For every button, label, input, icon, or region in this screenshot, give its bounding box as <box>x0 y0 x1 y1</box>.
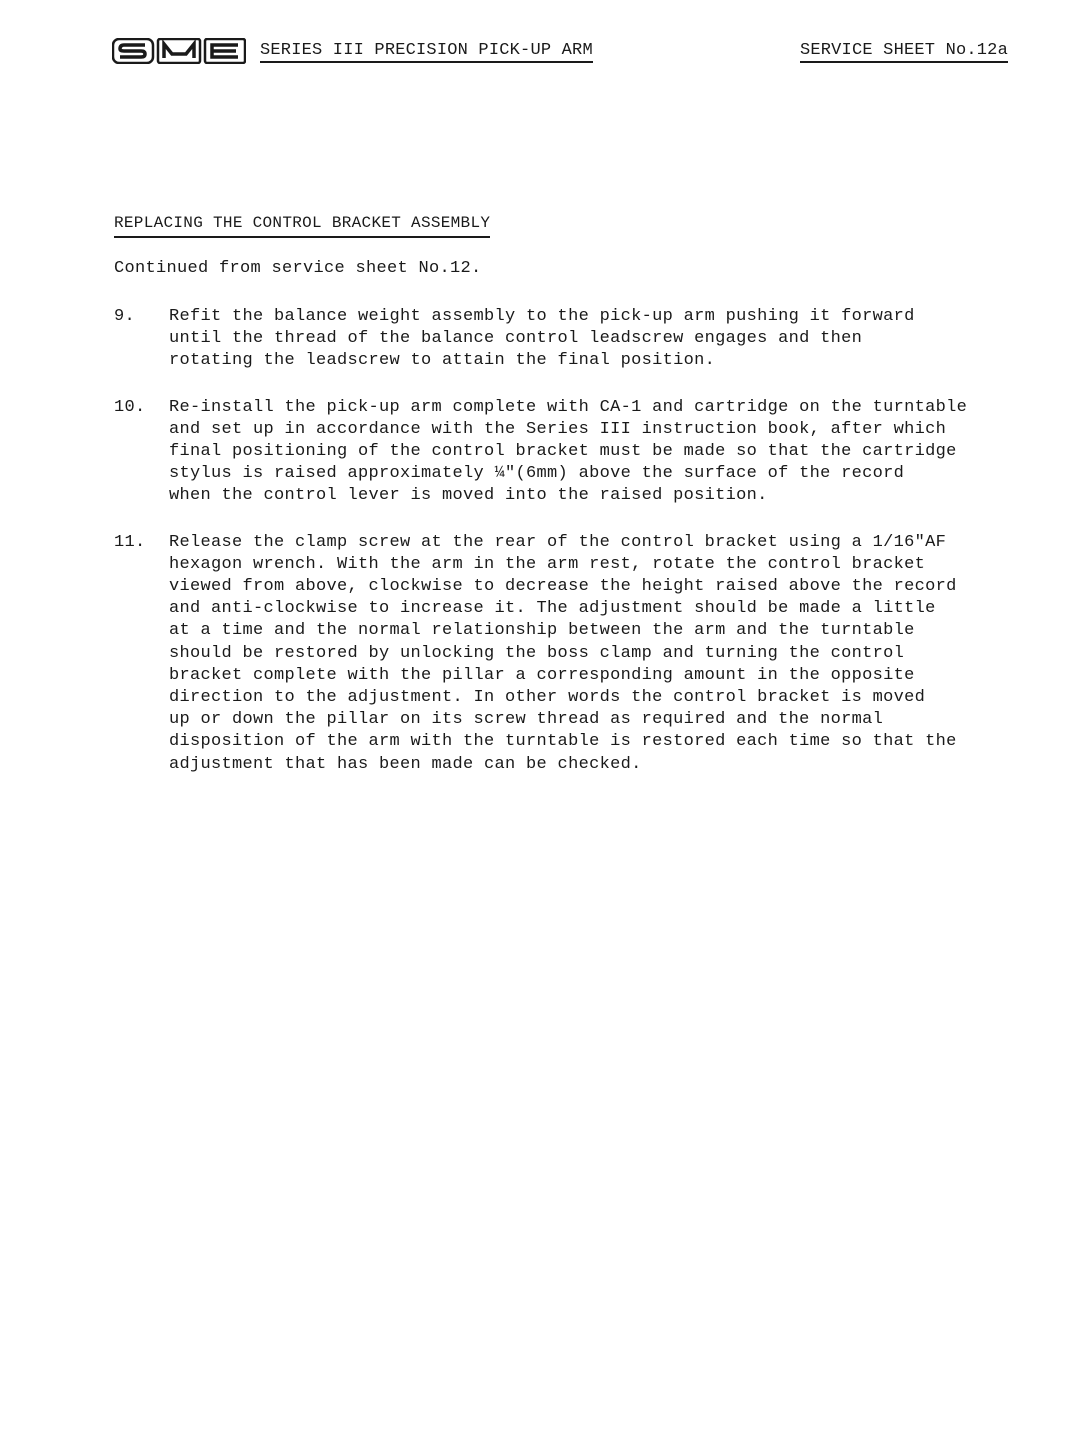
text-line: viewed from above, clockwise to decrease the height raised above the record <box>169 577 957 597</box>
text-line: and set up in accordance with the Series III instruction book, after which <box>169 419 947 439</box>
step-number: 10. <box>114 397 146 417</box>
text-line: Release the clamp screw at the rear of the control bracket using a 1/16"AF <box>169 532 947 552</box>
step-number: 9. <box>114 307 136 326</box>
step-text <box>169 532 1024 776</box>
step-text <box>169 397 1024 508</box>
text-line: rotating the leadscrew to attain the final position. <box>169 351 716 371</box>
instruction-steps <box>114 306 1034 800</box>
text-line: up or down the pillar on its screw thread as required and the normal <box>169 710 884 730</box>
text-line: adjustment that has been made can be checked. <box>169 754 642 774</box>
text-line: until the thread of the balance control leadscrew engages and then <box>169 329 863 349</box>
text-line: bracket complete with the pillar a corresponding amount in the opposite <box>169 665 915 685</box>
step-number: 11. <box>114 532 146 552</box>
text-line: at a time and the normal relationship between the arm and the turntable <box>169 621 915 641</box>
step-9 <box>114 306 1034 373</box>
text-line: direction to the adjustment. In other words the control bracket is moved <box>169 688 926 708</box>
text-line: hexagon wrench. With the arm in the arm rest, rotate the control bracket <box>169 554 926 574</box>
step-11 <box>114 532 1034 776</box>
step-10 <box>114 397 1034 508</box>
section-heading: REPLACING THE CONTROL BRACKET ASSEMBLY <box>114 214 490 238</box>
sme-logo <box>112 38 246 64</box>
text-line: Re-install the pick-up arm complete with CA-1 and cartridge on the turntable <box>169 397 968 417</box>
text-line: Refit the balance weight assembly to the pick-up arm pushing it forward <box>169 307 915 326</box>
text-line: disposition of the arm with the turntable is restored each time so that the <box>169 732 957 752</box>
text-line: when the control lever is moved into the raised position. <box>169 486 768 506</box>
text-line: final positioning of the control bracket must be made so that the cartridge <box>169 442 957 462</box>
text-line: should be restored by unlocking the boss clamp and turning the control <box>169 643 905 663</box>
step-text <box>169 306 1024 373</box>
service-sheet-number: SERVICE SHEET No.12a <box>800 42 1008 63</box>
text-line: and anti-clockwise to increase it. The adjustment should be made a little <box>169 599 936 619</box>
text-line: stylus is raised approximately ¼"(6mm) above the surface of the record <box>169 464 905 484</box>
document-title: SERIES III PRECISION PICK-UP ARM <box>260 42 593 63</box>
page-header <box>112 36 1008 68</box>
continued-note: Continued from service sheet No.12. <box>114 259 482 278</box>
